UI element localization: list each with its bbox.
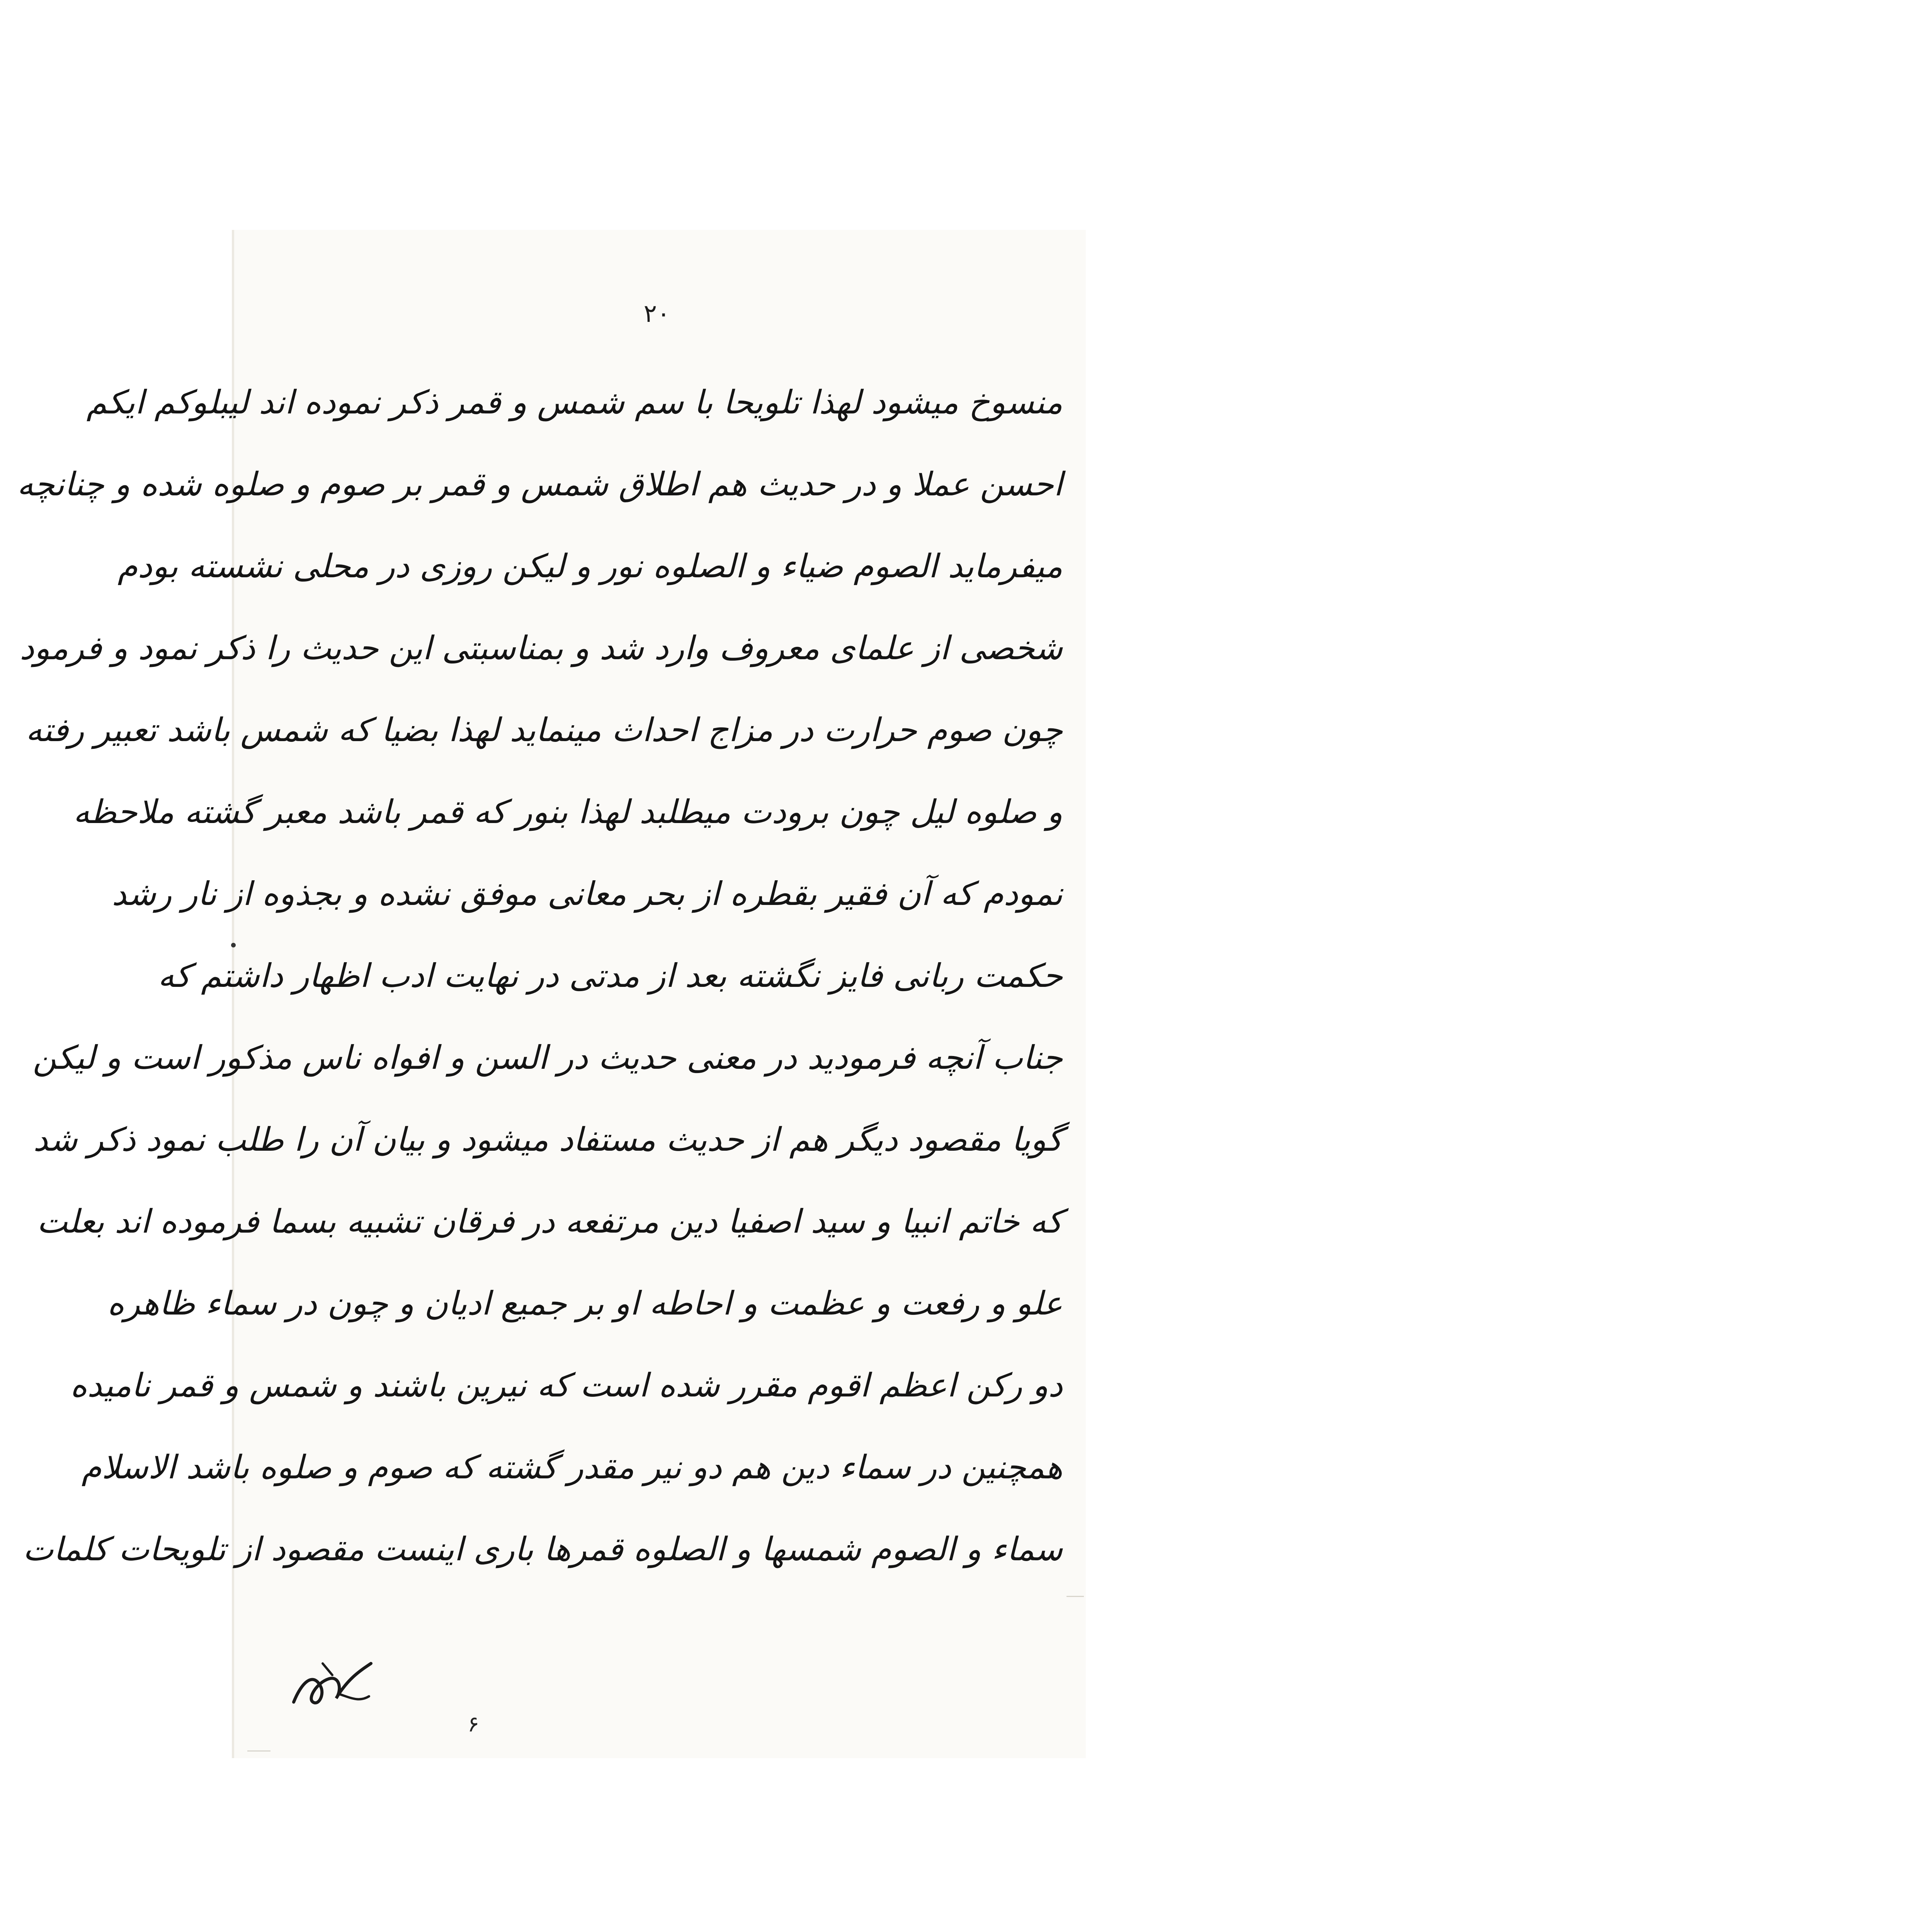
margin-dot bbox=[231, 943, 236, 947]
manuscript-line: چون صوم حرارت در مزاج احداث مینماید لهذا بضیا که شمس باشد تعبیر رفته bbox=[26, 711, 1063, 749]
manuscript-line: میفرماید الصوم ضیاء و الصلوه نور و لیکن روزی در محلی نشسته بودم bbox=[117, 547, 1063, 585]
manuscript-line: حکمت ربانی فایز نگشته بعد از مدتی در نهایت ادب اظهار داشتم که bbox=[158, 957, 1063, 995]
manuscript-line: شخصی از علمای معروف وارد شد و بمناسبتی این حدیث را ذکر نمود و فرمود bbox=[19, 629, 1063, 667]
manuscript-line: دو رکن اعظم اقوم مقرر شده است که نیرین باشند و شمس و قمر نامیده bbox=[70, 1366, 1063, 1404]
manuscript-line: جناب آنچه فرمودید در معنی حدیث در السن و افواه ناس مذکور است و لیکن bbox=[32, 1039, 1063, 1077]
manuscript-line: احسن عملا و در حدیث هم اطلاق شمس و قمر بر صوم و صلوه شده و چنانچه bbox=[17, 465, 1063, 503]
right-rule bbox=[1067, 1596, 1084, 1597]
manuscript-line: همچنین در سماء دین هم دو نیر مقدر گشته که صوم و صلوه باشد الاسلام bbox=[81, 1448, 1063, 1486]
manuscript-line: علو و رفعت و عظمت و احاطه او بر جمیع ادیان و چون در سماء ظاهره bbox=[107, 1284, 1063, 1322]
manuscript-line: و صلوه لیل چون برودت میطلبد لهذا بنور که قمر باشد معبر گشته ملاحظه bbox=[73, 793, 1063, 831]
manuscript-line: که خاتم انبیا و سید اصفیا دین مرتفعه در فرقان تشبیه بسما فرموده اند بعلت bbox=[37, 1202, 1063, 1240]
page-number: ۲۰ bbox=[643, 299, 670, 328]
manuscript-line: منسوخ میشود لهذا تلویحا با سم شمس و قمر ذکر نموده اند لیبلوکم ایکم bbox=[86, 383, 1063, 421]
manuscript-line: سماء و الصوم شمسها و الصلوه قمرها باری اینست مقصود از تلویحات کلمات bbox=[23, 1530, 1063, 1568]
signature-mark bbox=[286, 1656, 379, 1721]
manuscript-line: گویا مقصود دیگر هم از حدیث مستفاد میشود و بیان آن را طلب نمود ذکر شد bbox=[33, 1121, 1063, 1158]
bottom-mark: ۶ bbox=[467, 1712, 480, 1737]
manuscript-text bbox=[17, 361, 1063, 1590]
bottom-rule bbox=[247, 1750, 270, 1752]
manuscript-line: نمودم که آن فقیر بقطره از بحر معانی موفق نشده و بجذوه از نار رشد bbox=[112, 875, 1063, 913]
